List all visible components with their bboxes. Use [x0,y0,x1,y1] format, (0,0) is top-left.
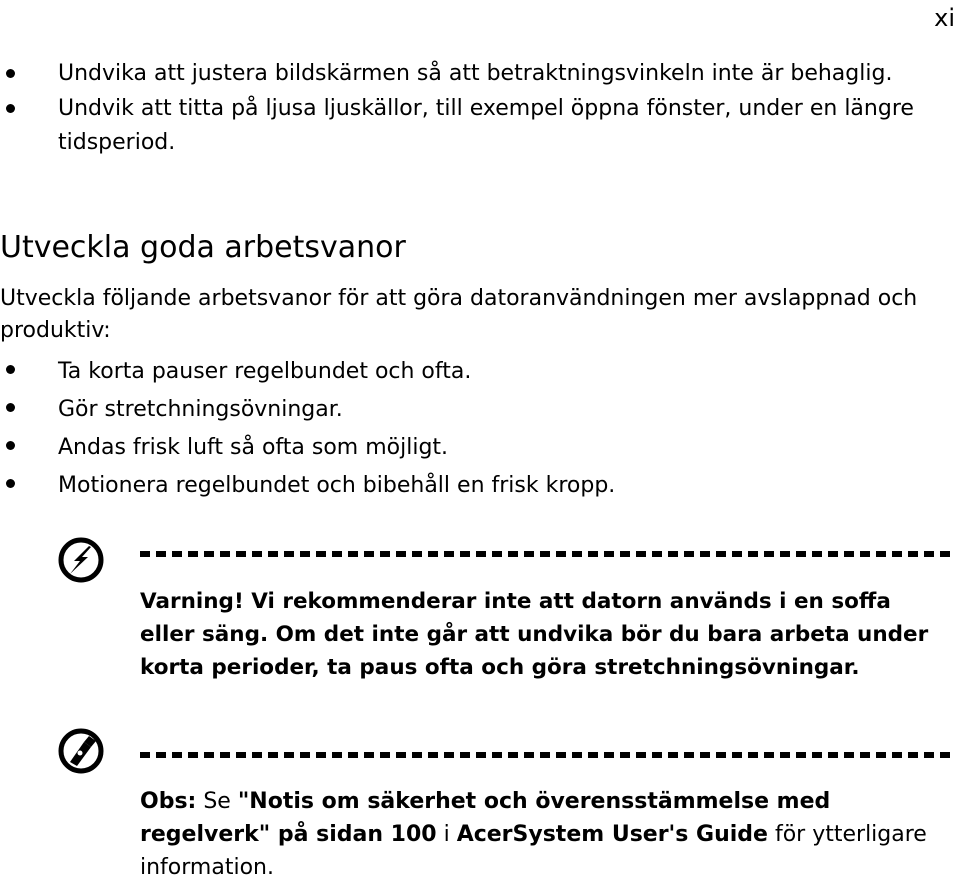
note-text-part: Se [196,789,238,814]
divider [140,752,955,758]
list-item [0,429,955,467]
list-item [0,57,955,91]
section-intro: Utveckla följande arbetsvanor för att göra datoranvändningen mer avslappnad och produktiv: [0,286,918,343]
habit-bullet-list [0,353,955,505]
note-text-part: för ytterligare information. [140,822,927,880]
page-number: xi [934,4,955,32]
list-item [0,353,955,391]
bullet-icon [6,365,15,374]
list-item-text: Ta korta pauser regelbundet och ofta. [58,359,472,384]
list-item [0,467,955,505]
note-reference: "Notis om säkerhet och överensstämmelse med regelverk" på sidan 100 [140,789,831,847]
bullet-icon [6,69,15,78]
bullet-icon [6,441,15,450]
list-item-text: Motionera regelbundet och bibehåll en frisk kropp. [58,473,616,498]
pen-note-icon [58,728,104,774]
list-item [0,391,955,429]
bullet-icon [6,479,15,488]
list-item-text: Undvik att titta på ljusa ljuskällor, till exempel öppna fönster, under en längre tidsperiod. [58,96,914,155]
warning-text: Varning! Vi rekommenderar inte att datorn används i en soffa eller säng. Om det inte går att undvika bör du bara arbeta under korta perioder, ta paus ofta och göra stretchningsövningar. [140,589,929,680]
section-heading: Utveckla goda arbetsvanor [0,230,406,265]
note-text-part: i [436,822,457,847]
note-text [140,785,950,884]
bullet-icon [6,104,15,113]
divider [140,551,955,557]
top-bullet-list [0,57,955,161]
guide-name: AcerSystem User's Guide [456,822,768,847]
list-item-text: Andas frisk luft så ofta som möjligt. [58,435,449,460]
warning-lightning-icon [58,537,104,583]
list-item [0,92,955,160]
list-item-text: Undvika att justera bildskärmen så att betraktningsvinkeln inte är behaglig. [58,61,893,86]
note-label: Obs: [140,789,197,814]
bullet-icon [6,403,15,412]
list-item-text: Gör stretchningsövningar. [58,397,343,422]
